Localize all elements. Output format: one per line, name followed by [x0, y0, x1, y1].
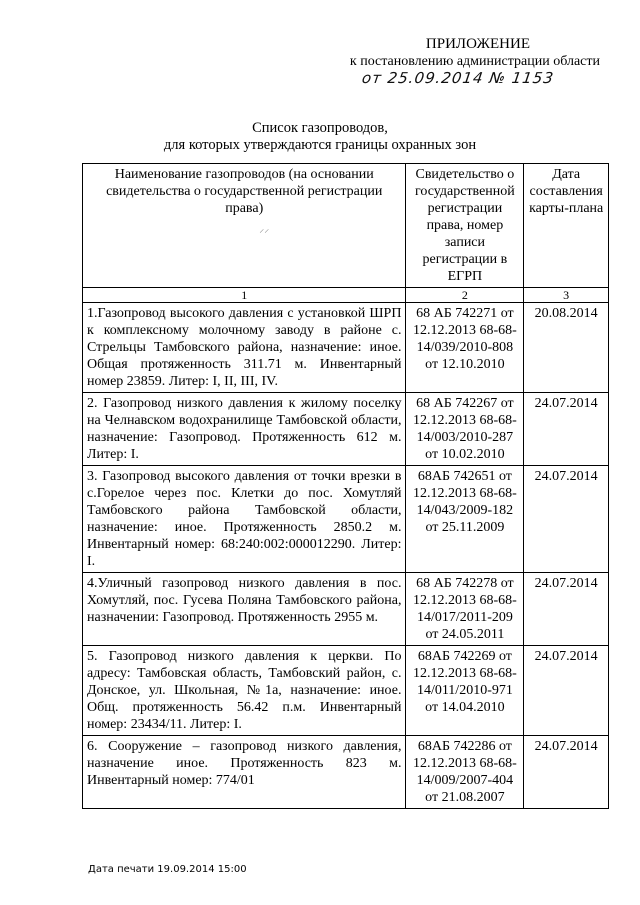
header-certificate: Свидетельство о государственной регистрации права, номер записи регистрации в ЕГРП: [406, 164, 524, 288]
pipeline-name: 1.Газопровод высокого давления с установкой ШРП к комплексному молочному заводу в районе с. Стрельцы Тамбовского района, назначение: иное. Общая протяженность 311.71 м. Инвентарный номер 23859. Литер: I, II, III, IV.: [83, 303, 406, 393]
pen-mark-icon: ⸝⸝: [259, 224, 270, 235]
table-header-row: [83, 164, 609, 288]
document-title: [90, 120, 550, 154]
pipeline-name: 5. Газопровод низкого давления к церкви. По адресу: Тамбовская область, Тамбовский район, с. Донское, ул. Школьная, №1а, назначение: иное. Общ. протяженность 56.42 п.м. Инвентарный номер: 23434/11. Литер: I.: [83, 646, 406, 736]
document-title-line1: Список газопроводов,: [252, 120, 388, 136]
map-date: 24.07.2014: [524, 573, 609, 646]
table-row: [83, 736, 609, 809]
document-title-line2: для которых утверждаются границы охранных зон: [163, 137, 477, 153]
table-row: [83, 573, 609, 646]
map-date: 24.07.2014: [524, 646, 609, 736]
appendix-handwritten-date: от 25.09.2014 № 1153: [360, 69, 556, 87]
table-row: [83, 303, 609, 393]
certificate-number: 68 АБ 742271 от 12.12.2013 68-68-14/039/2010-808 от 12.10.2010: [406, 303, 524, 393]
certificate-number: 68 АБ 742278 от 12.12.2013 68-68-14/017/2011-209 от 24.05.2011: [406, 573, 524, 646]
table-row: [83, 466, 609, 573]
column-number: 3: [524, 288, 609, 303]
appendix-title: ПРИЛОЖЕНИЕ: [425, 36, 530, 52]
pipeline-name: 6. Сооружение – газопровод низкого давления, назначение иное. Протяженность 823 м. Инвентарный номер: 774/01: [83, 736, 406, 809]
column-number: 2: [406, 288, 524, 303]
map-date: 24.07.2014: [524, 466, 609, 573]
header-date: Дата составления карты-плана: [524, 164, 609, 288]
pipeline-name: 2. Газопровод низкого давления к жилому поселку на Челнавском водохранилище Тамбовской области, назначение: Газопровод. Протяженность 612 м. Литер: I.: [83, 393, 406, 466]
certificate-number: 68АБ 742286 от 12.12.2013 68-68-14/009/2007-404 от 21.08.2007: [406, 736, 524, 809]
appendix-header: [300, 36, 610, 87]
table-row: [83, 646, 609, 736]
certificate-number: 68АБ 742269 от 12.12.2013 68-68-14/011/2010-971 от 14.04.2010: [406, 646, 524, 736]
certificate-number: 68 АБ 742267 от 12.12.2013 68-68-14/003/2010-287 от 10.02.2010: [406, 393, 524, 466]
header-name: Наименование газопроводов (на основании свидетельства о государственной регистрации права) ⸝⸝: [83, 164, 406, 288]
table-row: [83, 393, 609, 466]
pipeline-name: 3. Газопровод высокого давления от точки врезки в с.Горелое через пос. Клетки до пос. Хомутляй Тамбовского района Тамбовской области, назначение: иное. Протяженность 2850.2 м. Инвентарный номер: 68:240:002:000012290. Литер: I.: [83, 466, 406, 573]
map-date: 24.07.2014: [524, 393, 609, 466]
map-date: 24.07.2014: [524, 736, 609, 809]
print-date-footer: Дата печати 19.09.2014 15:00: [88, 864, 247, 875]
certificate-number: 68АБ 742651 от 12.12.2013 68-68-14/043/2009-182 от 25.11.2009: [406, 466, 524, 573]
pipelines-table: [82, 163, 609, 809]
column-number-row: [83, 288, 609, 303]
appendix-resolution-line: к постановлению администрации области: [349, 54, 600, 69]
column-number: 1: [83, 288, 406, 303]
map-date: 20.08.2014: [524, 303, 609, 393]
pipeline-name: 4.Уличный газопровод низкого давления в пос. Хомутляй, пос. Гусева Поляна Тамбовского района, назначении: Газопровод. Протяженность 2955 м.: [83, 573, 406, 646]
